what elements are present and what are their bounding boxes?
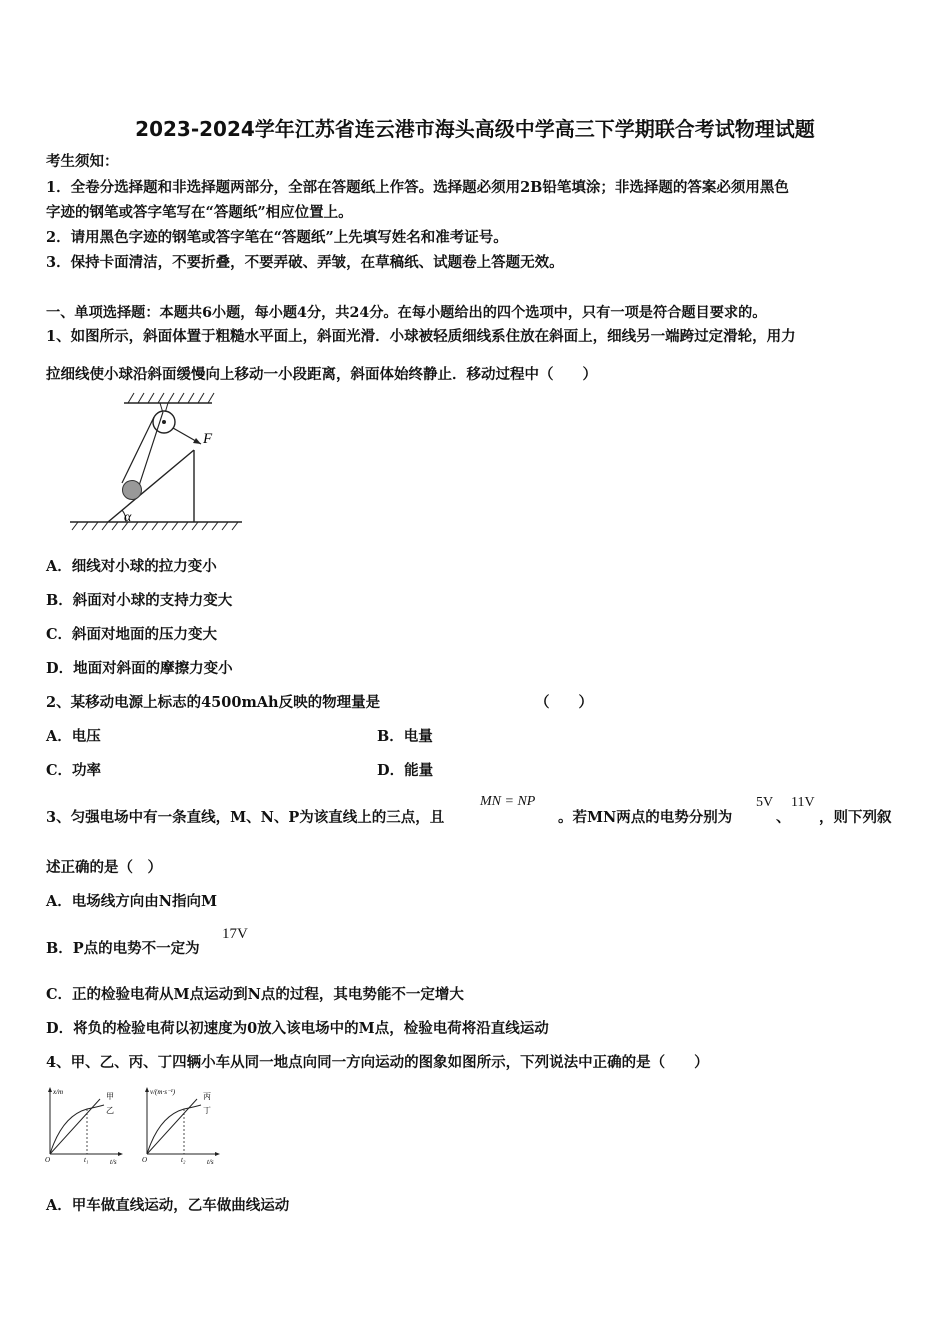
- q2-answer-paren: （ ）: [535, 694, 593, 711]
- q1-option-b[interactable]: B．斜面对小球的支持力变大: [46, 592, 233, 609]
- section-heading: 一、单项选择题：本题共6小题，每小题4分，共24分。在每小题给出的四个选项中，只有一项是符合题目要求的。: [46, 305, 767, 321]
- notice-line-2: 2．请用黑色字迹的钢笔或答字笔在“答题纸”上先填写姓名和准考证号。: [46, 229, 508, 246]
- q1-stem-line2: 拉细线使小球沿斜面缓慢向上移动一小段距离，斜面体始终静止．移动过程中（ ）: [46, 366, 597, 383]
- q1-stem-line1: 1、如图所示，斜面体置于粗糙水平面上，斜面光滑．小球被轻质细线系住放在斜面上，细线另一端跨过定滑轮，用力: [46, 328, 796, 345]
- q1-incline-figure: [60, 388, 250, 530]
- q3-equation: MN = NP: [480, 794, 536, 809]
- q1-option-c[interactable]: C．斜面对地面的压力变大: [46, 626, 218, 643]
- q3-potential-m: 5V: [756, 795, 774, 810]
- notice-line-3: 3．保持卡面清洁，不要折叠，不要弄破、弄皱，在草稿纸、试题卷上答题无效。: [46, 254, 564, 271]
- graph2-curve2: 丁: [203, 1106, 211, 1115]
- q4-stem: 4、甲、乙、丙、丁四辆小车从同一地点向同一方向运动的图象如图所示，下列说法中正确的是（ ）: [46, 1054, 709, 1071]
- angle-label: α: [124, 510, 132, 525]
- q3-stem-a: 3、匀强电场中有一条直线，M、N、P为该直线上的三点，且: [46, 809, 445, 826]
- q2-option-d[interactable]: D．能量: [377, 762, 434, 779]
- q3-potential-n: 11V: [791, 795, 815, 810]
- ball: [123, 481, 142, 500]
- q3-option-a[interactable]: A．电场线方向由N指向M: [46, 893, 218, 910]
- q1-option-d[interactable]: D．地面对斜面的摩擦力变小: [46, 660, 233, 677]
- graph2-curve1: 丙: [203, 1092, 211, 1101]
- notice-line-1a: 1．全卷分选择题和非选择题两部分，全部在答题纸上作答。选择题必须用2B铅笔填涂；非选择题的答案必须用黑色: [46, 179, 789, 196]
- q3-option-c[interactable]: C．正的检验电荷从M点运动到N点的过程，其电势能不一定增大: [46, 986, 464, 1003]
- graph1-curve2: 乙: [106, 1106, 114, 1115]
- graph1-y-label: x/m: [53, 1088, 64, 1096]
- graph1-origin: O: [45, 1156, 51, 1164]
- q3-separator: 、: [776, 809, 791, 826]
- graph1-tick: t₁: [84, 1156, 89, 1164]
- graph2-y-label: v/(m·s⁻¹): [150, 1088, 176, 1096]
- q2-stem: 2、某移动电源上标志的4500mAh反映的物理量是: [46, 694, 381, 711]
- notice-line-1b: 字迹的钢笔或答字笔写在“答题纸”相应位置上。: [46, 204, 353, 221]
- graph1-curve1: 甲: [106, 1092, 114, 1101]
- page-title: 2023-2024学年江苏省连云港市海头高级中学高三下学期联合考试物理试题: [135, 117, 815, 141]
- q2-option-a[interactable]: A．电压: [46, 728, 101, 745]
- graph2-tick: t₂: [181, 1156, 186, 1164]
- q4-graph-xt: [40, 1084, 135, 1166]
- graph2-x-label: t/s: [207, 1158, 214, 1166]
- graph2-origin: O: [142, 1156, 148, 1164]
- q3-option-b[interactable]: B．P点的电势不一定为: [46, 940, 200, 957]
- force-label: F: [203, 431, 213, 447]
- q1-option-a[interactable]: A．细线对小球的拉力变小: [46, 558, 217, 575]
- q4-option-a[interactable]: A．甲车做直线运动，乙车做曲线运动: [46, 1197, 290, 1214]
- q3-stem-c: ，则下列叙: [819, 809, 892, 826]
- notice-heading: 考生须知：: [46, 153, 119, 170]
- q3-option-d[interactable]: D．将负的检验电荷以初速度为0放入该电场中的M点，检验电荷将沿直线运动: [46, 1020, 549, 1037]
- graph1-x-label: t/s: [110, 1158, 117, 1166]
- q3-stem-b: 。若MN两点的电势分别为: [558, 809, 733, 826]
- q3-option-b-value: 17V: [222, 926, 248, 942]
- q2-option-b[interactable]: B．电量: [377, 728, 433, 745]
- q2-option-c[interactable]: C．功率: [46, 762, 102, 779]
- q4-graph-vt: [137, 1084, 232, 1166]
- q3-stem-d: 述正确的是（ ）: [46, 859, 162, 876]
